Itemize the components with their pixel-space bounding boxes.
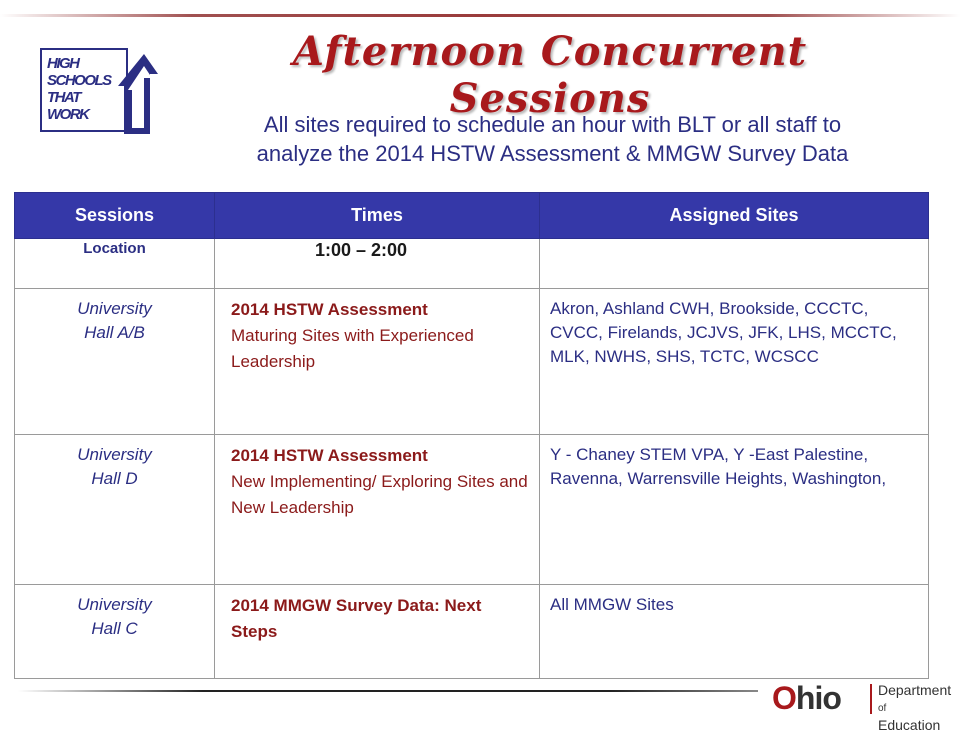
ohio-rest: hio	[795, 680, 841, 716]
venue-cell	[15, 585, 215, 679]
session-title: 2014 HSTW Assessment	[231, 300, 428, 319]
ohio-o-letter: O	[772, 680, 796, 716]
dept-education: Education	[878, 717, 941, 733]
logo-frame	[40, 48, 128, 132]
session-title: 2014 HSTW Assessment	[231, 446, 428, 465]
sites-cell: Y - Chaney STEM VPA, Y -East Palestine, Ravenna, Warrensville Heights, Washington,	[540, 435, 929, 585]
ohio-wordmark	[772, 680, 841, 717]
location-sites	[540, 239, 929, 289]
logo-divider	[870, 684, 872, 714]
dept-line-2	[878, 698, 952, 733]
session-cell	[215, 435, 540, 585]
venue-cell	[15, 435, 215, 585]
table-row	[15, 435, 929, 585]
session-cell	[215, 585, 540, 679]
table-header-row	[15, 193, 929, 239]
venue-line-2: Hall A/B	[84, 323, 145, 342]
logo-text: HIGH SCHOOLS THAT WORK	[47, 55, 111, 123]
ohio-department-logo	[772, 680, 952, 733]
table-row	[15, 289, 929, 435]
location-label: Location	[15, 239, 215, 289]
department-name	[878, 682, 952, 733]
dept-of: of	[878, 703, 887, 714]
venue-line-1: University	[77, 299, 152, 318]
session-detail: Maturing Sites with Experienced Leadership	[231, 326, 474, 371]
location-row	[15, 239, 929, 289]
page-subtitle	[180, 110, 925, 168]
session-cell	[215, 289, 540, 435]
sites-cell: All MMGW Sites	[540, 585, 929, 679]
header-times: Times	[215, 193, 540, 239]
session-detail: New Implementing/ Exploring Sites and New Leadership	[231, 472, 528, 517]
venue-line-2: Hall C	[91, 619, 138, 638]
page-title: Afternoon Concurrent Sessions	[292, 28, 808, 122]
time-range: 1:00 – 2:00	[215, 239, 540, 289]
bottom-divider	[18, 690, 758, 692]
venue-line-2: Hall D	[91, 469, 138, 488]
top-divider	[0, 14, 960, 17]
sites-cell: Akron, Ashland CWH, Brookside, CCCTC, CVCC, Firelands, JCJVS, JFK, LHS, MCCTC, MLK, NWHS, SHS, TCTC, WCSCC	[540, 289, 929, 435]
upward-arrow-icon	[118, 48, 168, 134]
dept-line-1: Department	[878, 682, 952, 698]
table-row	[15, 585, 929, 679]
venue-cell	[15, 289, 215, 435]
header-sessions: Sessions	[15, 193, 215, 239]
header-assigned-sites: Assigned Sites	[540, 193, 929, 239]
session-title: 2014 MMGW Survey Data: Next Steps	[231, 596, 482, 641]
hstw-logo	[40, 48, 168, 134]
sessions-table	[14, 192, 929, 679]
subtitle-line-2: analyze the 2014 HSTW Assessment & MMGW Survey Data	[256, 141, 849, 166]
subtitle-line-1: All sites required to schedule an hour with BLT or all staff to	[263, 112, 842, 137]
venue-line-1: University	[77, 445, 152, 464]
venue-line-1: University	[77, 595, 152, 614]
